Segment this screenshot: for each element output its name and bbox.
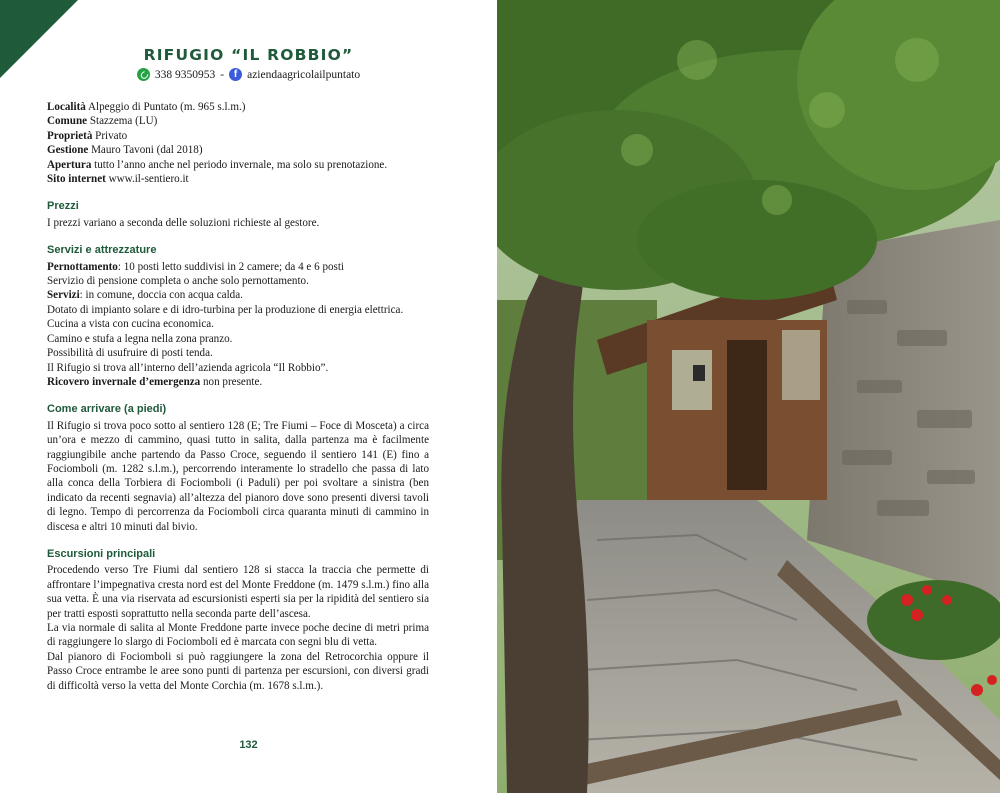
hut-window bbox=[782, 330, 820, 400]
info-comune: Comune Stazzema (LU) bbox=[47, 115, 158, 128]
come-arrivare-text: Il Rifugio si trova poco sotto al sentiero 128 (E; Tre Fiumi – Foce di Mosceta) a circa un’ora e mezzo di cammino, quasi tutto in salita, dalla partenza ma è facilmente raggiungibile anche partendo da Passo Croce, seguendo il sentiero 141 (E) fino a Fociomboli (m. 1282 s.l.m.), percorrendo interamente lo stradello che passa di lato alla conca della Torbiera di Fociomboli (i Paduli) per poi svoltare a sinistra (ben indicato da recenti segnavia) all’altezza del pianoro dove sono presenti diversi tavoli di legno. Tempo di percorrenza da Fociomboli circa quaranta minuti di cammino in discesa e altri 10 minuti dal bivio. bbox=[47, 419, 429, 533]
servizi-line: Cucina a vista con cucina economica. bbox=[47, 318, 214, 331]
info-proprieta: Proprietà Privato bbox=[47, 129, 128, 142]
section-heading-servizi: Servizi e attrezzature bbox=[47, 244, 157, 257]
prezzi-text: I prezzi variano a seconda delle soluzioni richieste al gestore. bbox=[47, 216, 320, 229]
info-localita: Località Alpeggio di Puntato (m. 965 s.l.m.) bbox=[47, 101, 246, 113]
contact-separator: - bbox=[220, 68, 225, 81]
section-heading-prezzi: Prezzi bbox=[47, 200, 79, 213]
page-title: RIFUGIO “IL ROBBIO” bbox=[143, 46, 354, 64]
facebook-icon: f bbox=[229, 68, 242, 81]
info-block bbox=[47, 100, 429, 186]
servizi-servizi: Servizi: in comune, doccia con acqua calda. bbox=[47, 289, 243, 302]
servizi-line: Servizio di pensione completa o anche solo pernottamento. bbox=[47, 275, 309, 288]
info-apertura: Apertura tutto l’anno anche nel periodo invernale, ma solo su prenotazione. bbox=[47, 158, 388, 171]
info-sito: Sito internet www.il-sentiero.it bbox=[47, 173, 189, 186]
contact-line bbox=[0, 68, 497, 81]
left-page bbox=[0, 0, 497, 793]
servizi-line: Dotato di impianto solare e di idro-turbina per la produzione di energia elettrica. bbox=[47, 303, 404, 316]
escursioni-paragraph: Dal pianoro di Fociomboli si può raggiungere la zona del Retrocorchia oppure il Passo Croce entrambe le aree sono punti di partenza per escursioni, con diversi gradi di difficoltà verso la vetta del Monte Corchia (m. 1678 s.l.m.). bbox=[47, 650, 429, 692]
rifugio-photo bbox=[497, 0, 1000, 793]
servizi-pernottamento: Pernottamento: 10 posti letto suddivisi in 2 camere; da 4 e 6 posti bbox=[47, 260, 345, 273]
servizi-line: Il Rifugio si trova all’interno dell’azienda agricola “Il Robbio”. bbox=[47, 361, 329, 374]
servizi-ricovero: Ricovero invernale d’emergenza non presente. bbox=[47, 375, 263, 388]
hut-window bbox=[672, 350, 712, 410]
whatsapp-icon bbox=[137, 68, 150, 81]
section-heading-come-arrivare: Come arrivare (a piedi) bbox=[47, 403, 167, 416]
phone-number: 338 9350953 bbox=[154, 68, 216, 81]
info-gestione: Gestione Mauro Tavoni (dal 2018) bbox=[47, 144, 203, 157]
servizi-line: Camino e stufa a legna nella zona pranzo. bbox=[47, 332, 233, 345]
page-content bbox=[47, 100, 429, 693]
facebook-handle: aziendaagricolailpuntato bbox=[247, 68, 361, 81]
escursioni-paragraph: La via normale di salita al Monte Freddone parte invece poche decine di metri prima di raggiungere lo slargo di Fociomboli ed è marcata con segni blu di vetta. bbox=[47, 622, 429, 649]
escursioni-paragraph: Procedendo verso Tre Fiumi dal sentiero 128 si stacca la traccia che permette di affrontare l’impegnativa cresta nord est del Monte Freddone (m. 1479 s.l.m.) fino alla sua vetta. È una via riservata ad escursionisti esperti sia per la ripidità del sentiero sia per tratti esposti soprattutto nella seconda parte dell’ascesa. bbox=[47, 564, 429, 620]
photo-illustration bbox=[497, 0, 1000, 793]
section-heading-escursioni: Escursioni principali bbox=[47, 547, 156, 560]
corner-decoration bbox=[0, 0, 78, 78]
hut-door bbox=[727, 340, 767, 490]
page-number: 132 bbox=[239, 739, 258, 751]
servizi-line: Possibilità di usufruire di posti tenda. bbox=[47, 347, 213, 360]
lantern bbox=[693, 365, 705, 381]
